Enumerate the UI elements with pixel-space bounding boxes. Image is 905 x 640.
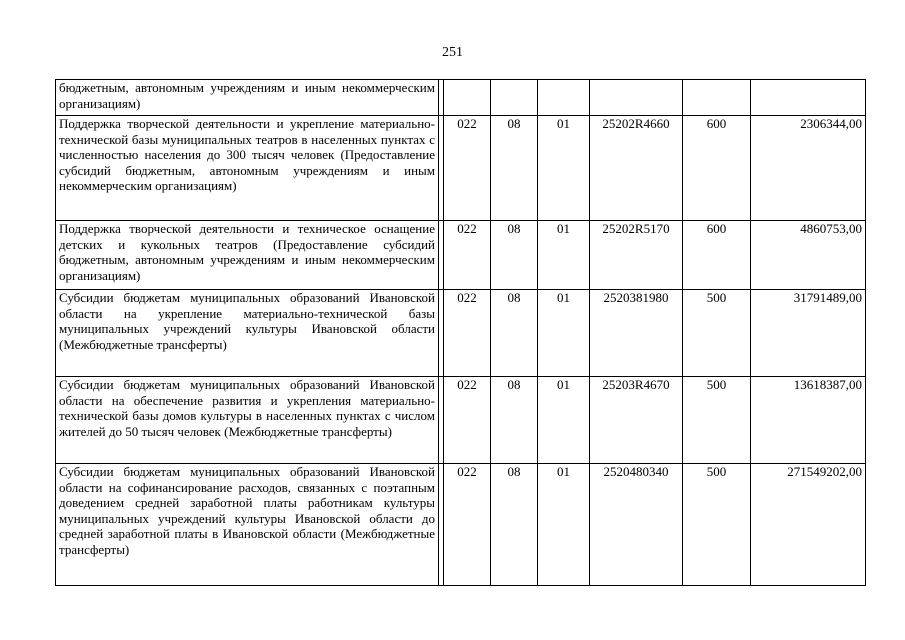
ministry-code: 022 — [444, 377, 491, 464]
subsection-code: 01 — [538, 221, 590, 290]
target-article-code: 2520480340 — [590, 464, 683, 586]
row-description: Субсидии бюджетам муниципальных образований Ивановской области на обеспечение развития и укрепления материально-технической базы домов культуры в населенных пунктах с числом жителей до 50 тысяч человек (Межбюджетные трансферты) — [56, 377, 439, 464]
target-article-code: 25203R4670 — [590, 377, 683, 464]
subsection-code: 01 — [538, 464, 590, 586]
amount — [751, 80, 866, 116]
section-code: 08 — [491, 290, 538, 377]
table-row — [56, 80, 866, 116]
target-article-code: 25202R4660 — [590, 116, 683, 221]
table-row — [56, 221, 866, 290]
row-description: Поддержка творческой деятельности и укрепление материально-технической базы муниципальных театров в населенных пунктах с численностью населения до 300 тысяч человек (Предоставление субсидий бюджетным, автономным учреждениям и иным некоммерческим организациям) — [56, 116, 439, 221]
subsection-code — [538, 80, 590, 116]
row-description: бюджетным, автономным учреждениям и иным некоммерческим организациям) — [56, 80, 439, 116]
amount: 13618387,00 — [751, 377, 866, 464]
section-code: 08 — [491, 221, 538, 290]
ministry-code: 022 — [444, 221, 491, 290]
page-number: 251 — [442, 45, 463, 60]
ministry-code: 022 — [444, 116, 491, 221]
table-row — [56, 116, 866, 221]
table-row — [56, 464, 866, 586]
ministry-code — [444, 80, 491, 116]
section-code: 08 — [491, 464, 538, 586]
expense-type-code: 500 — [683, 290, 751, 377]
section-code — [491, 80, 538, 116]
row-description: Субсидии бюджетам муниципальных образований Ивановской области на укрепление материально-технической базы муниципальных учреждений культуры Ивановской области (Межбюджетные трансферты) — [56, 290, 439, 377]
expense-type-code: 600 — [683, 116, 751, 221]
expense-type-code: 500 — [683, 377, 751, 464]
budget-table — [55, 79, 866, 586]
row-description: Поддержка творческой деятельности и техническое оснащение детских и кукольных театров (Предоставление субсидий бюджетным, автономным учреждениям и иным некоммерческим организациям) — [56, 221, 439, 290]
expense-type-code: 600 — [683, 221, 751, 290]
target-article-code: 25202R5170 — [590, 221, 683, 290]
expense-type-code — [683, 80, 751, 116]
amount: 31791489,00 — [751, 290, 866, 377]
ministry-code: 022 — [444, 290, 491, 377]
row-description: Субсидии бюджетам муниципальных образований Ивановской области на софинансирование расходов, связанных с поэтапным доведением средней заработной платы работникам культуры муниципальных учреждений культуры Ивановской области до средней заработной платы в Ивановской области (Межбюджетные трансферты) — [56, 464, 439, 586]
amount: 4860753,00 — [751, 221, 866, 290]
target-article-code: 2520381980 — [590, 290, 683, 377]
table-row — [56, 377, 866, 464]
subsection-code: 01 — [538, 290, 590, 377]
amount: 2306344,00 — [751, 116, 866, 221]
section-code: 08 — [491, 116, 538, 221]
subsection-code: 01 — [538, 116, 590, 221]
amount: 271549202,00 — [751, 464, 866, 586]
section-code: 08 — [491, 377, 538, 464]
ministry-code: 022 — [444, 464, 491, 586]
expense-type-code: 500 — [683, 464, 751, 586]
subsection-code: 01 — [538, 377, 590, 464]
table-row — [56, 290, 866, 377]
target-article-code — [590, 80, 683, 116]
